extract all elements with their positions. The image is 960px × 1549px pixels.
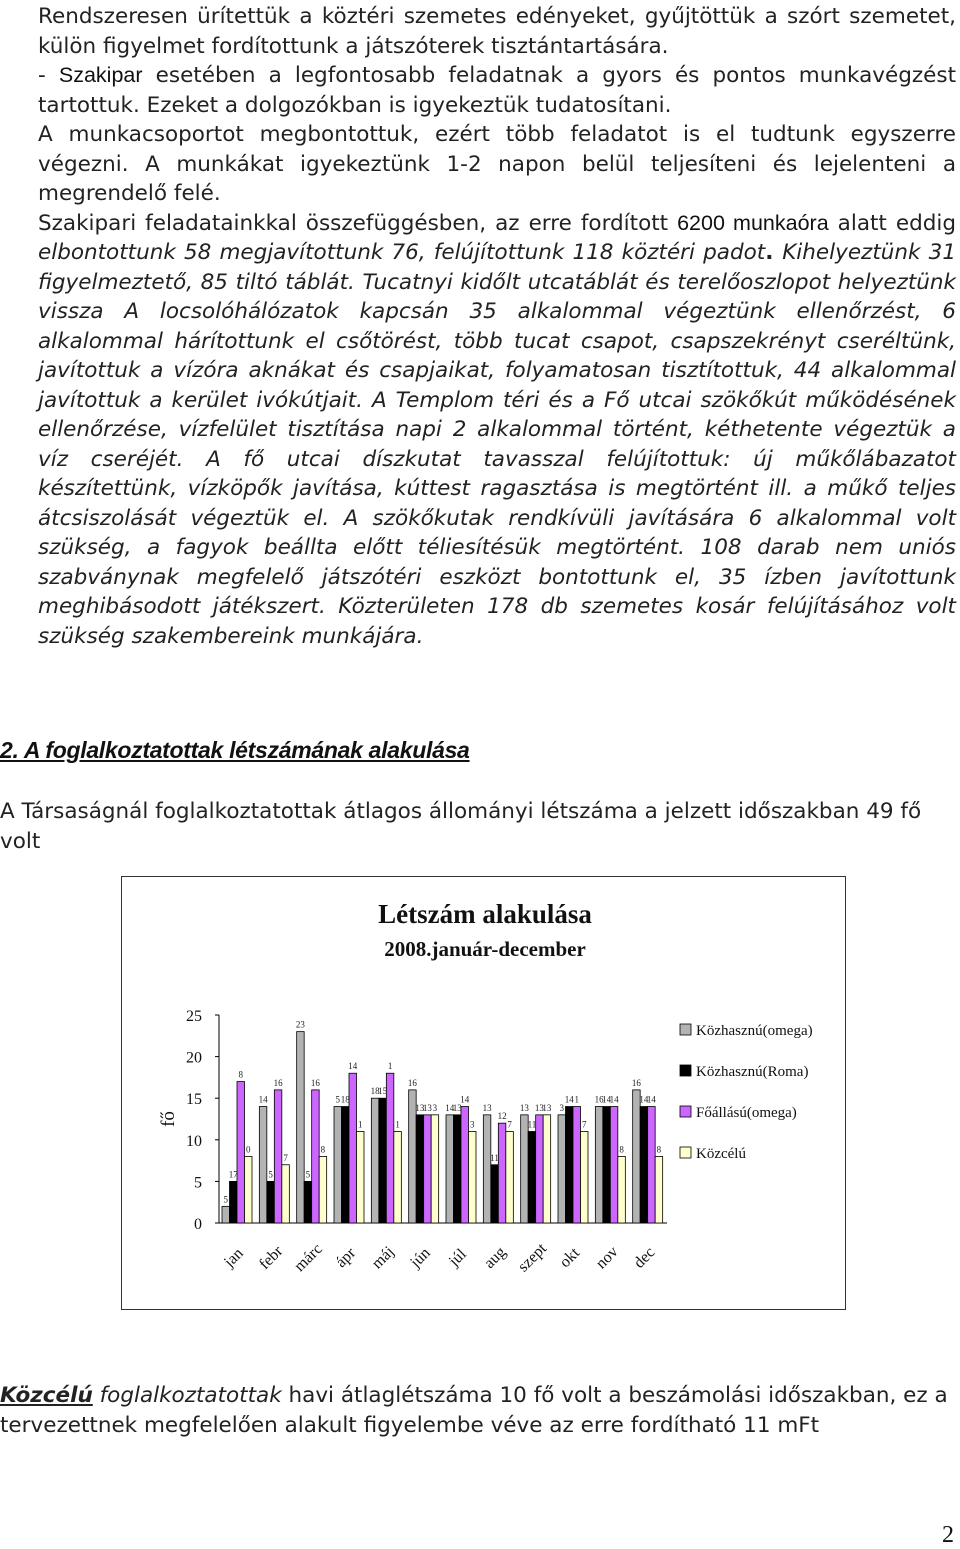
data-label: 1 [395,1119,400,1130]
legend-swatch [680,1024,691,1035]
data-label: 3 [432,1102,438,1113]
data-label: 0 [246,1144,251,1155]
legend-label: Közcélú [696,1146,746,1162]
bar-nov-0 [595,1107,603,1223]
y-tick-label: 5 [194,1174,202,1192]
bar-febr-3 [282,1165,290,1223]
bar-jan-2 [237,1082,245,1223]
data-label: 18 [370,1086,380,1097]
data-label: 13 [542,1102,552,1113]
y-tick-label: 0 [194,1216,202,1233]
x-tick-label: jan [220,1244,247,1271]
data-label: 23 [295,1019,305,1030]
term-kozcelu: Közcélú [0,1383,93,1408]
data-label: 12 [497,1111,507,1122]
text-line: A munkacsoportot megbontottuk, ezért több feladatot is el tudtunk egyszerre végezni. A munkákat igyekeztünk 1-2 napon belül teljesíteni és lejelenteni a megrendelő felé. [38,122,956,206]
bar-nov-3 [618,1156,626,1223]
bar-júl-0 [446,1115,454,1223]
legend-swatch [680,1065,691,1076]
y-tick-label: 15 [186,1091,202,1109]
bar-febr-1 [267,1181,275,1223]
y-axis-label: fő [158,1111,179,1127]
data-label: 7 [507,1119,512,1130]
bar-dec-0 [633,1090,641,1223]
data-label: 5 [335,1094,340,1105]
bar-ápr-1 [342,1107,350,1223]
bar-chart [122,877,845,1309]
data-label: 13 [519,1102,529,1113]
bar-máj-2 [386,1073,394,1223]
x-tick-label: nov [592,1243,622,1273]
data-label: 16 [407,1077,417,1088]
bar-dec-2 [648,1107,656,1223]
data-label: 16 [631,1077,641,1088]
data-label: 5 [223,1194,228,1205]
x-tick-label: okt [556,1244,584,1272]
bar-júl-2 [461,1107,469,1223]
bar-máj-0 [371,1098,379,1223]
bar-aug-0 [483,1115,491,1223]
bar-febr-2 [274,1090,282,1223]
x-tick-label: jún [407,1244,434,1272]
y-tick-label: 25 [186,1008,202,1025]
page-number: 2 [942,1522,954,1548]
data-label: 16 [594,1094,604,1105]
bar-máj-3 [394,1131,402,1223]
data-label: 13 [534,1102,544,1113]
text-italic: foglalkoztatottak [92,1383,282,1408]
text-italic: Kihelyeztünk 31 figyelmeztető, 85 tiltó táblát. Tucatnyi kidőlt utcatáblát és terelőoszlopot helyeztünk vissza A locsolóhálózatok kapcsán 35 alkalommal végeztünk ellenőrzést, 6 alkalommal hárítottunk el csőtörést, több tucat csapot, csapszekrényt cseréltünk, javítottuk a vízóra aknákat és csapjaikat, folyamatosan tisztítottuk, 44 alkalommal javítottuk a kerület ivókútjait. A Templom téri és a Fő utcai szökőkút működésének ellenőrzése, vízfelület tisztítása napi 2 alkalommal történt, kéthetente végeztük a víz cseréjét. A fő utcai díszkutat tavasszal felújítottuk: új műkőlábazatot készítettünk, vízköpők javítása, kúttest ragasztása is megtörtént ill. a műkő teljes átcsiszolását végeztük el. A szökőkutak rendkívüli javítására 6 alkalommal volt szükség, a fagyok beállta előtt téliesítésük megtörtént. 108 darab nem uniós szabványnak megfelelő játszótéri eszközt bontottunk el, 35 ízben javítottunk meghibásodott játékszert. Közterületen 178 db szemetes kosár felújításához volt szükség szakembereink munkájára. [38,240,956,649]
bar-okt-2 [573,1107,581,1223]
data-label: 8 [320,1144,326,1155]
data-label: 17 [228,1169,238,1180]
bar-szept-2 [536,1115,544,1223]
bar-márc-2 [312,1090,320,1223]
legend-label: Közhasznú(omega) [696,1023,813,1039]
data-label: 13 [452,1102,462,1113]
x-tick-label: márc [291,1240,326,1276]
y-tick-label: 10 [186,1132,202,1150]
x-tick-label: aug [480,1243,510,1272]
legend-label: Főállású(omega) [696,1105,797,1121]
bar-jún-2 [424,1115,432,1223]
bar-nov-2 [610,1107,618,1223]
bar-dec-1 [640,1107,648,1223]
bar-jan-1 [230,1181,238,1223]
bar-ápr-0 [334,1107,342,1223]
text-line: esetében a legfontosabb feladatnak a gyors és pontos munkavégzést tartottuk. Ezeket a dolgozókban is igyekeztük tudatosítani. [38,63,956,118]
text-line: Szakipari feladatainkkal összefüggésben, az erre fordított [38,210,678,236]
chart-subtitle: 2008.január-december [384,937,586,961]
bar-aug-3 [506,1131,514,1223]
data-label: 18 [340,1094,350,1105]
text-italic: elbontottunk 58 megjavítottunk 76, felújítottunk 118 köztéri padot [38,240,766,265]
data-label: 14 [564,1094,574,1105]
bar-dec-3 [655,1156,663,1223]
bar-okt-3 [581,1131,589,1223]
data-label: 14 [258,1094,268,1105]
x-tick-label: szept [514,1240,551,1276]
bar-júl-3 [469,1131,477,1223]
bar-aug-2 [498,1123,506,1223]
bar-jún-3 [431,1115,439,1223]
bar-márc-3 [319,1156,327,1223]
bar-ápr-2 [349,1073,357,1223]
data-label: 1 [387,1061,393,1072]
x-tick-label: febr [256,1242,287,1273]
bar-márc-1 [304,1181,312,1223]
term-szakipar: Szakipar [58,63,143,87]
data-label: 13 [415,1102,425,1113]
y-tick-label: 20 [186,1049,202,1067]
data-label: 5 [268,1169,273,1180]
data-label: 14 [460,1094,470,1105]
text-dash: - [38,63,59,88]
data-label: 13 [482,1102,492,1113]
x-tick-label: ápr [332,1244,360,1272]
data-label: 14 [445,1102,455,1113]
legend-swatch [680,1106,691,1117]
data-label: 3 [470,1119,475,1130]
bar-jan-0 [222,1206,230,1223]
x-tick-label: dec [630,1243,659,1272]
data-label: 8 [619,1144,624,1155]
data-label: 14 [348,1061,358,1072]
bar-aug-1 [491,1165,499,1223]
x-tick-label: júl [445,1245,470,1270]
bar-jan-3 [245,1156,253,1223]
legend-label: Közhasznú(Roma) [696,1064,809,1080]
bar-márc-0 [297,1032,305,1223]
paragraph-maintenance [38,2,956,651]
text-line: havi átlaglétszáma 10 fő volt a beszámolási időszakban, ez a tervezettnek megfelelően alakult figyelembe véve az erre fordítható 11 mFt [0,1383,948,1438]
bar-máj-1 [379,1098,387,1223]
data-label: 14 [639,1094,649,1105]
data-label: 1 [574,1094,579,1105]
x-tick-label: máj [368,1243,398,1273]
section-heading: 2. A foglalkoztatottak létszámának alakulása [0,737,470,763]
data-label: 7 [283,1152,288,1163]
data-label: 5 [305,1169,311,1180]
data-label: 16 [310,1077,320,1088]
bar-júl-1 [454,1115,462,1223]
data-label: 1 [358,1119,363,1130]
text-dot: . [765,240,783,265]
data-label: 7 [582,1119,587,1130]
chart-container [121,876,846,1310]
data-label: 14 [602,1094,612,1105]
bar-szept-0 [521,1115,529,1223]
paragraph-headcount: A Társaságnál foglalkoztatottak átlagos állományi létszáma a jelzett időszakban 49 fő volt [0,799,922,854]
data-label: 14 [646,1094,656,1105]
bar-okt-0 [558,1115,566,1223]
legend-swatch [680,1147,691,1158]
bar-jún-1 [416,1115,424,1223]
data-label: 11 [490,1152,499,1163]
bar-okt-1 [566,1107,574,1223]
text-line: alatt eddig [828,210,956,236]
term-munkaora: 6200 munkaóra [677,210,829,235]
text-line: Rendszeresen ürítettük a köztéri szemetes edényeket, gyűjtöttük a szórt szemetet, külön figyelmet fordítottunk a játszóterek tisztántartására. [38,4,956,59]
data-label: 8 [656,1144,662,1155]
data-label: 13 [422,1102,432,1113]
chart-title: Létszám alakulása [378,899,592,929]
bar-szept-3 [543,1115,551,1223]
data-label: 14 [609,1094,619,1105]
data-label: 15 [378,1086,388,1097]
bar-szept-1 [528,1131,536,1223]
bar-ápr-3 [357,1131,365,1223]
bar-nov-1 [603,1107,611,1223]
paragraph-kozcelu [0,1381,950,1440]
data-label: 8 [238,1069,243,1080]
data-label: 3 [559,1102,564,1113]
data-label: 11 [527,1119,537,1130]
bar-febr-0 [259,1107,267,1223]
data-label: 16 [273,1077,283,1088]
